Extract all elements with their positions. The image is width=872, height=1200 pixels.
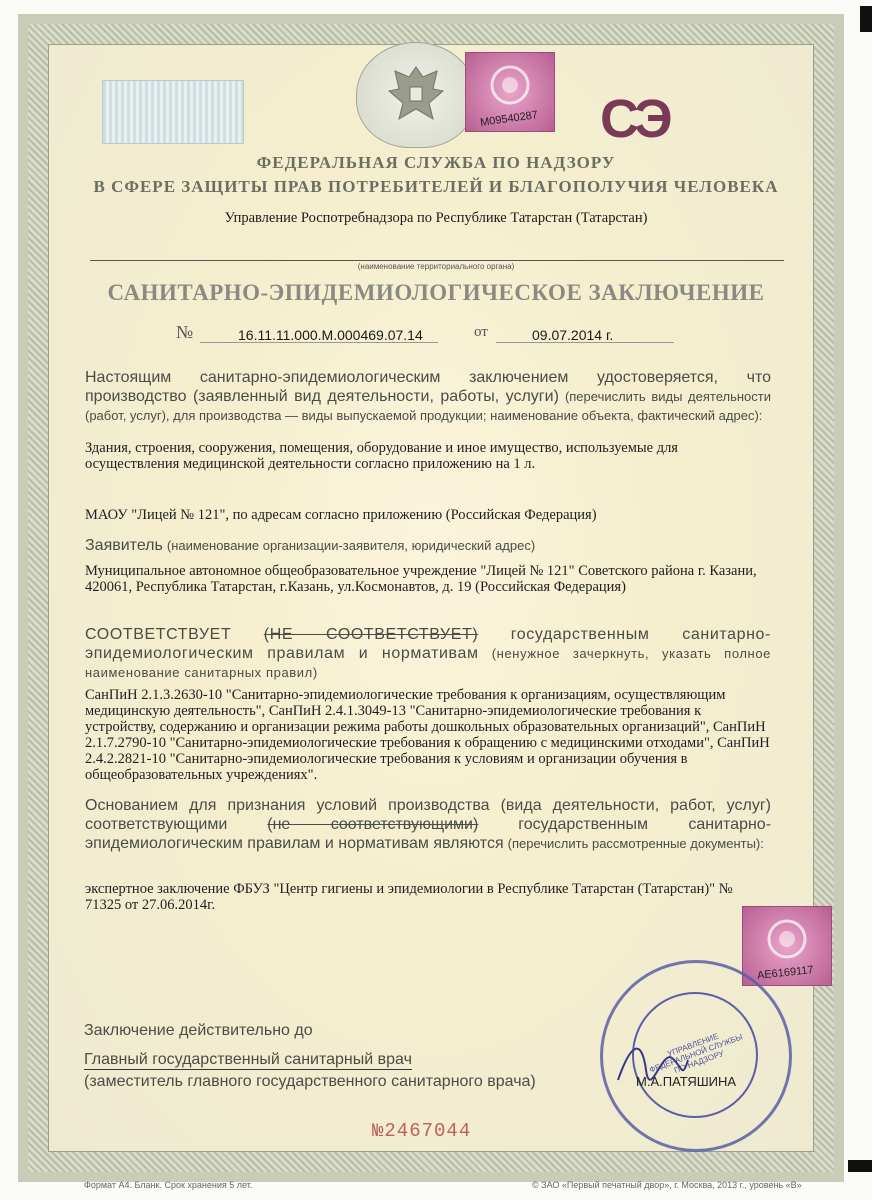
signatory-name: М.А.ПАТЯШИНА xyxy=(636,1074,737,1089)
compliance-main: государственным санитарно-эпидемиологическим правилам и нормативам xyxy=(85,626,771,662)
regional-office-underline xyxy=(90,260,784,261)
date-underline xyxy=(496,342,674,343)
basis-main-after: государственным санитарно-эпидемиологическим правилам и нормативам являются xyxy=(85,816,772,852)
applicant-label: Заявитель xyxy=(85,537,163,554)
document-date: 09.07.2014 г. xyxy=(532,327,614,343)
activity-object: МАОУ "Лицей № 121", по адресам согласно приложению (Российская Федерация) xyxy=(85,507,597,523)
basis-text: экспертное заключение ФБУЗ "Центр гигиены и эпидемиологии в Республике Татарстан (Татарстан)" № 71325 от 27.06.2014г. xyxy=(85,881,733,913)
scan-edge-mark xyxy=(848,1160,872,1172)
basis-header xyxy=(85,796,771,853)
stamp-text: УПРАВЛЕНИЕ ФЕДЕРАЛЬНОЙ СЛУЖБЫ ПО НАДЗОРУ xyxy=(648,1031,744,1076)
form-note: Формат А4. Бланк. Срок хранения 5 лет. xyxy=(84,1180,253,1190)
compliance-note: (ненужное зачеркнуть, указать полное наименование санитарных правил) xyxy=(85,646,771,680)
printer-note: © ЗАО «Первый печатный двор», г. Москва, 2013 г., уровень «В» xyxy=(532,1180,802,1190)
activity-text: Здания, строения, сооружения, помещения, оборудование и иное имущество, используемые для осуществления медицинской деятельности согласно приложению на 1 л. xyxy=(85,440,678,472)
applicant-header xyxy=(85,537,771,555)
security-mark-logo: СЭ xyxy=(600,89,669,149)
regional-office: Управление Роспотребнадзора по Республике Татарстан (Татарстан) xyxy=(224,210,648,226)
number-label: № xyxy=(176,322,194,342)
activity-intro-main: Настоящим санитарно-эпидемиологическим заключением удостоверяется, что производство (заявленный вид деятельности, работы, услуги) xyxy=(85,369,771,405)
deputy-title: (заместитель главного государственного санитарного врача) xyxy=(84,1073,536,1090)
chief-title: Главный государственный санитарный врач xyxy=(84,1051,412,1068)
hologram-strip xyxy=(102,80,244,144)
hologram-seal-bottom xyxy=(742,906,832,986)
activity-intro xyxy=(85,368,771,425)
regional-office-caption: (наименование территориального органа) xyxy=(357,262,515,271)
basis-main-before: Основанием для признания условий производства (вида деятельности, работ, услуг) соответствующими xyxy=(85,797,771,833)
hologram-number-bottom: АЕ6169117 xyxy=(756,964,815,982)
compliance-text: СанПиН 2.1.3.2630-10 "Санитарно-эпидемиологические требования к организациям, осуществляющим медицинскую деятельность", СанПиН 2.4.1.3049-13 "Санитарно-эпидемиологические требования к устройству, содержанию и организации режима работы дошкольных образовательных организаций", СанПиН 2.1.7.2790-10 "Санитарно-эпидемиологические требования к обращению с медицинскими отходами", СанПиН 2.4.2.2821-10 "Санитарно-эпидемиологические требования к условиям и организации обучения в общеобразовательных учреждениях". xyxy=(85,687,770,783)
form-number: №2467044 xyxy=(372,1120,472,1142)
hologram-seal-top xyxy=(465,52,555,132)
scan-edge-mark-top xyxy=(860,6,872,32)
double-headed-eagle-icon xyxy=(381,59,451,131)
hologram-number-top: М09540287 xyxy=(479,109,539,129)
coat-of-arms-emblem xyxy=(356,42,476,148)
agency-title-line1: ФЕДЕРАЛЬНАЯ СЛУЖБА ПО НАДЗОРУ xyxy=(256,153,616,172)
number-underline xyxy=(200,342,438,343)
document-title: САНИТАРНО-ЭПИДЕМИОЛОГИЧЕСКОЕ ЗАКЛЮЧЕНИЕ xyxy=(107,280,765,305)
basis-struck: (не соответствующими) xyxy=(267,816,479,833)
conforms-label: СООТВЕТСТВУЕТ xyxy=(85,626,232,643)
compliance-header xyxy=(85,625,771,682)
date-label: от xyxy=(474,324,488,340)
agency-title-line2: В СФЕРЕ ЗАЩИТЫ ПРАВ ПОТРЕБИТЕЛЕЙ И БЛАГОПОЛУЧИЯ ЧЕЛОВЕКА xyxy=(93,177,779,196)
basis-note: (перечислить рассмотренные документы): xyxy=(507,836,764,851)
document-number: 16.11.11.000.М.000469.07.14 xyxy=(238,327,423,343)
not-conforms-struck: (НЕ СООТВЕТСТВУЕТ) xyxy=(263,626,479,643)
activity-intro-note: (перечислить виды деятельности (работ, услуг), для производства — виды выпускаемой продукции; наименование объекта, фактический адрес): xyxy=(85,389,771,423)
valid-until: Заключение действительно до xyxy=(84,1022,313,1039)
applicant-note: (наименование организации-заявителя, юридический адрес) xyxy=(166,538,536,553)
applicant-text: Муниципальное автономное общеобразовательное учреждение "Лицей № 121" Советского района г. Казани, 420061, Республика Татарстан, г.Казань, ул.Космонавтов, д. 19 (Российская Федерация) xyxy=(85,563,757,595)
